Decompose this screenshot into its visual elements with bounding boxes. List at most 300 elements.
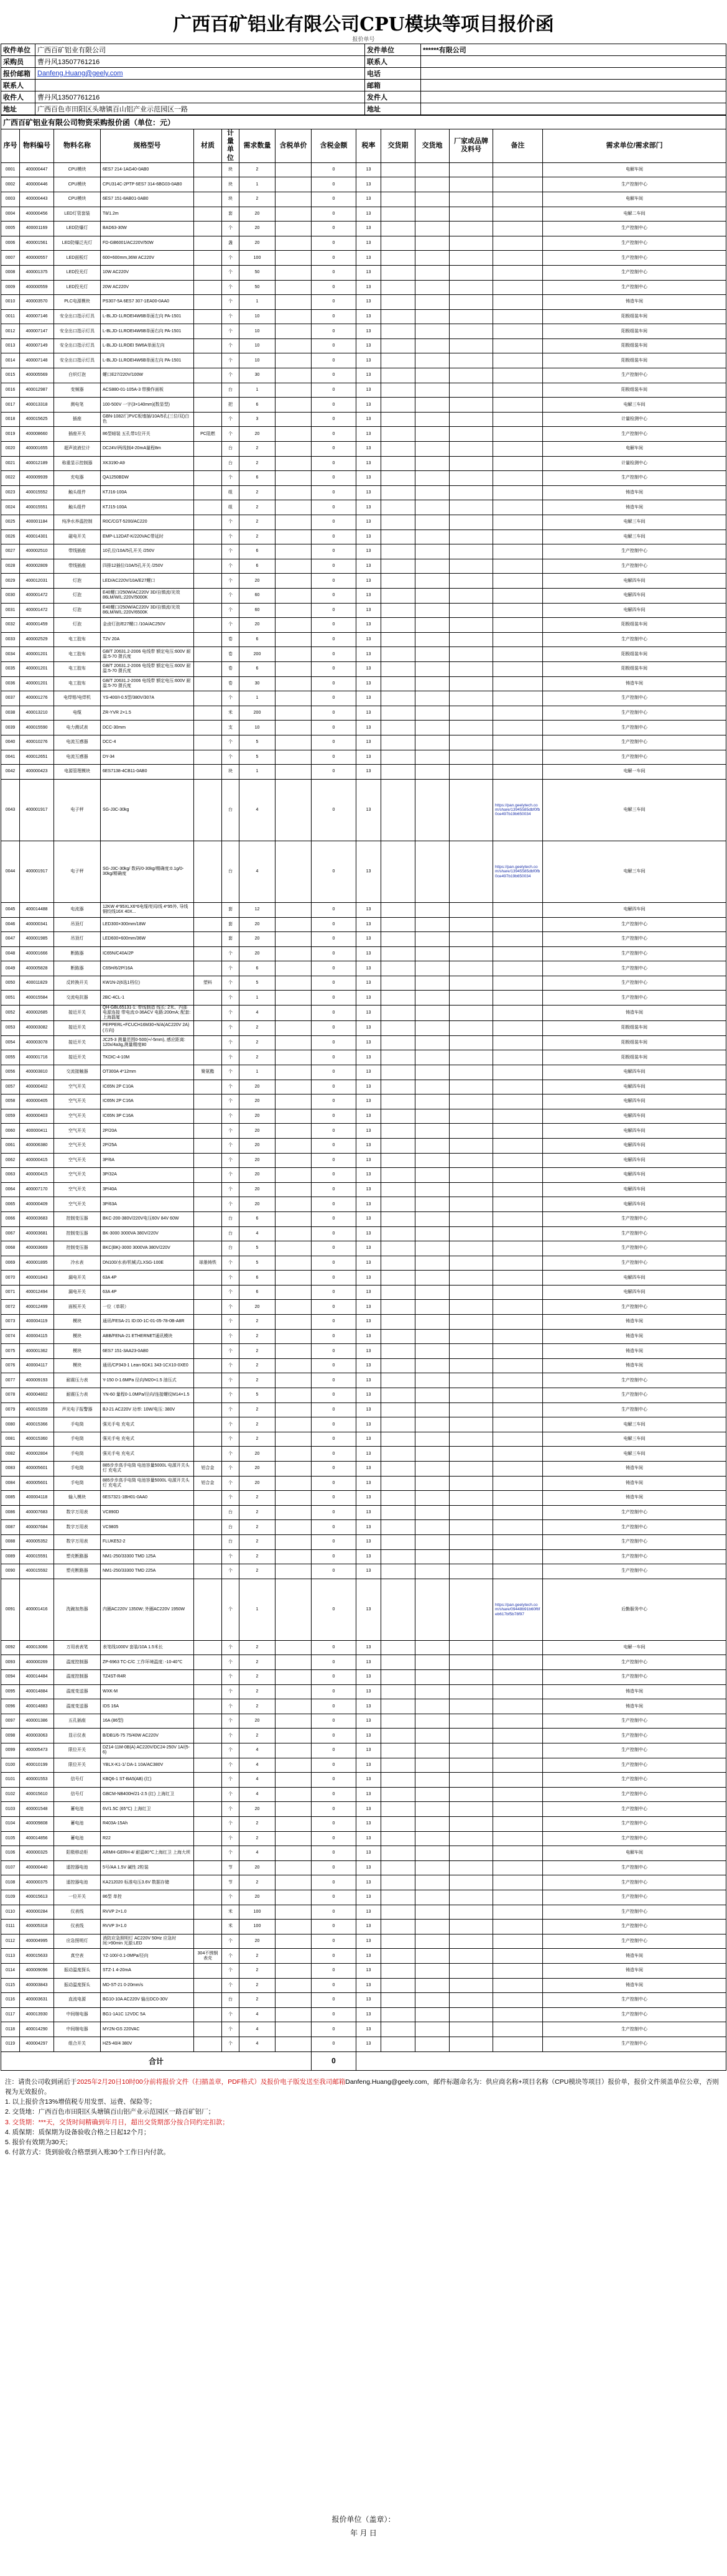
cell-brand[interactable] xyxy=(450,1579,493,1640)
cell-brand[interactable] xyxy=(450,1109,493,1124)
cell-dplace[interactable] xyxy=(415,1978,450,1993)
cell-brand[interactable] xyxy=(450,309,493,324)
cell-dplace[interactable] xyxy=(415,1920,450,1934)
cell-ddate[interactable] xyxy=(381,192,415,207)
cell-dplace[interactable] xyxy=(415,353,450,368)
cell-dplace[interactable] xyxy=(415,1963,450,1978)
cell-dplace[interactable] xyxy=(415,618,450,633)
cell-price[interactable] xyxy=(276,946,312,961)
cell-brand[interactable] xyxy=(450,1505,493,1520)
cell-brand[interactable] xyxy=(450,841,493,902)
cell-price[interactable] xyxy=(276,236,312,251)
cell-brand[interactable] xyxy=(450,1241,493,1256)
cell-price[interactable] xyxy=(276,1476,312,1491)
cell-price[interactable] xyxy=(276,1432,312,1447)
cell-ddate[interactable] xyxy=(381,991,415,1006)
cell-ddate[interactable] xyxy=(381,1684,415,1699)
cell-ddate[interactable] xyxy=(381,1138,415,1153)
cell-brand[interactable] xyxy=(450,1329,493,1344)
cell-brand[interactable] xyxy=(450,1773,493,1788)
cell-price[interactable] xyxy=(276,500,312,515)
cell-ddate[interactable] xyxy=(381,1549,415,1564)
cell-brand[interactable] xyxy=(450,1817,493,1832)
cell-ddate[interactable] xyxy=(381,1802,415,1817)
cell-price[interactable] xyxy=(276,383,312,398)
cell-brand[interactable] xyxy=(450,1285,493,1300)
cell-brand[interactable] xyxy=(450,251,493,266)
cell-brand[interactable] xyxy=(450,1182,493,1197)
cell-dplace[interactable] xyxy=(415,162,450,177)
cell-dplace[interactable] xyxy=(415,1491,450,1506)
cell-ddate[interactable] xyxy=(381,1373,415,1388)
cell-dplace[interactable] xyxy=(415,574,450,589)
cell-brand[interactable] xyxy=(450,1787,493,1802)
cell-ddate[interactable] xyxy=(381,1860,415,1875)
cell-ddate[interactable] xyxy=(381,1109,415,1124)
cell-dplace[interactable] xyxy=(415,1640,450,1655)
cell-ddate[interactable] xyxy=(381,1978,415,1993)
cell-brand[interactable] xyxy=(450,192,493,207)
cell-price[interactable] xyxy=(276,1006,312,1021)
cell-dplace[interactable] xyxy=(415,1138,450,1153)
cell-price[interactable] xyxy=(276,1714,312,1729)
cell-brand[interactable] xyxy=(450,1271,493,1286)
cell-brand[interactable] xyxy=(450,1417,493,1432)
cell-price[interactable] xyxy=(276,1890,312,1905)
cell-brand[interactable] xyxy=(450,1035,493,1050)
cell-ddate[interactable] xyxy=(381,177,415,192)
cell-price[interactable] xyxy=(276,2037,312,2051)
cell-ddate[interactable] xyxy=(381,932,415,947)
cell-brand[interactable] xyxy=(450,1065,493,1080)
cell-price[interactable] xyxy=(276,265,312,280)
cell-price[interactable] xyxy=(276,961,312,976)
cell-brand[interactable] xyxy=(450,735,493,750)
cell-ddate[interactable] xyxy=(381,1447,415,1462)
cell-brand[interactable] xyxy=(450,1905,493,1920)
cell-price[interactable] xyxy=(276,661,312,676)
cell-brand[interactable] xyxy=(450,1358,493,1373)
cell-ddate[interactable] xyxy=(381,1773,415,1788)
cell-brand[interactable] xyxy=(450,265,493,280)
cell-price[interactable] xyxy=(276,1758,312,1773)
cell-dplace[interactable] xyxy=(415,841,450,902)
cell-dplace[interactable] xyxy=(415,961,450,976)
cell-brand[interactable] xyxy=(450,1831,493,1846)
cell-brand[interactable] xyxy=(450,398,493,413)
cell-ddate[interactable] xyxy=(381,456,415,471)
cell-price[interactable] xyxy=(276,765,312,780)
cell-brand[interactable] xyxy=(450,177,493,192)
cell-price[interactable] xyxy=(276,632,312,647)
cell-price[interactable] xyxy=(276,917,312,932)
cell-brand[interactable] xyxy=(450,1447,493,1462)
cell-price[interactable] xyxy=(276,530,312,544)
cell-brand[interactable] xyxy=(450,779,493,841)
cell-ddate[interactable] xyxy=(381,661,415,676)
cell-ddate[interactable] xyxy=(381,1743,415,1758)
cell-dplace[interactable] xyxy=(415,515,450,530)
cell-dplace[interactable] xyxy=(415,691,450,706)
cell-price[interactable] xyxy=(276,1993,312,2008)
cell-ddate[interactable] xyxy=(381,1197,415,1212)
cell-ddate[interactable] xyxy=(381,1211,415,1226)
cell-price[interactable] xyxy=(276,1462,312,1477)
cell-dplace[interactable] xyxy=(415,530,450,544)
cell-brand[interactable] xyxy=(450,1006,493,1021)
cell-price[interactable] xyxy=(276,1534,312,1549)
cell-price[interactable] xyxy=(276,574,312,589)
cell-ddate[interactable] xyxy=(381,1875,415,1890)
cell-dplace[interactable] xyxy=(415,368,450,383)
cell-ddate[interactable] xyxy=(381,1564,415,1579)
cell-brand[interactable] xyxy=(450,1388,493,1403)
cell-dplace[interactable] xyxy=(415,1773,450,1788)
cell-brand[interactable] xyxy=(450,1300,493,1315)
cell-dplace[interactable] xyxy=(415,1655,450,1670)
cell-dplace[interactable] xyxy=(415,902,450,917)
cell-ddate[interactable] xyxy=(381,500,415,515)
cell-brand[interactable] xyxy=(450,485,493,500)
cell-brand[interactable] xyxy=(450,1491,493,1506)
cell-dplace[interactable] xyxy=(415,1168,450,1183)
cell-brand[interactable] xyxy=(450,1226,493,1241)
cell-ddate[interactable] xyxy=(381,207,415,222)
cell-ddate[interactable] xyxy=(381,779,415,841)
cell-brand[interactable] xyxy=(450,1758,493,1773)
cell-price[interactable] xyxy=(276,1963,312,1978)
cell-brand[interactable] xyxy=(450,1890,493,1905)
cell-ddate[interactable] xyxy=(381,251,415,266)
cell-price[interactable] xyxy=(276,1831,312,1846)
cell-dplace[interactable] xyxy=(415,1006,450,1021)
cell-dplace[interactable] xyxy=(415,1315,450,1330)
cell-brand[interactable] xyxy=(450,1168,493,1183)
cell-price[interactable] xyxy=(276,841,312,902)
cell-dplace[interactable] xyxy=(415,1729,450,1743)
cell-ddate[interactable] xyxy=(381,1006,415,1021)
cell-brand[interactable] xyxy=(450,1050,493,1065)
cell-brand[interactable] xyxy=(450,236,493,251)
cell-price[interactable] xyxy=(276,280,312,295)
cell-price[interactable] xyxy=(276,1388,312,1403)
cell-dplace[interactable] xyxy=(415,398,450,413)
cell-price[interactable] xyxy=(276,1271,312,1286)
cell-brand[interactable] xyxy=(450,1153,493,1168)
cell-ddate[interactable] xyxy=(381,2037,415,2051)
cell-ddate[interactable] xyxy=(381,559,415,574)
cell-brand[interactable] xyxy=(450,706,493,721)
cell-dplace[interactable] xyxy=(415,1197,450,1212)
cell-ddate[interactable] xyxy=(381,946,415,961)
cell-brand[interactable] xyxy=(450,353,493,368)
cell-dplace[interactable] xyxy=(415,1256,450,1271)
cell-ddate[interactable] xyxy=(381,647,415,662)
cell-brand[interactable] xyxy=(450,544,493,559)
cell-price[interactable] xyxy=(276,1655,312,1670)
cell-dplace[interactable] xyxy=(415,295,450,310)
cell-brand[interactable] xyxy=(450,991,493,1006)
cell-brand[interactable] xyxy=(450,1846,493,1861)
cell-dplace[interactable] xyxy=(415,471,450,486)
cell-dplace[interactable] xyxy=(415,559,450,574)
cell-brand[interactable] xyxy=(450,588,493,603)
cell-dplace[interactable] xyxy=(415,735,450,750)
cell-ddate[interactable] xyxy=(381,1505,415,1520)
cell-dplace[interactable] xyxy=(415,1447,450,1462)
cell-price[interactable] xyxy=(276,1197,312,1212)
cell-dplace[interactable] xyxy=(415,1476,450,1491)
cell-dplace[interactable] xyxy=(415,1670,450,1685)
cell-brand[interactable] xyxy=(450,765,493,780)
cell-ddate[interactable] xyxy=(381,1831,415,1846)
cell-ddate[interactable] xyxy=(381,1670,415,1685)
cell-price[interactable] xyxy=(276,353,312,368)
cell-price[interactable] xyxy=(276,1491,312,1506)
cell-ddate[interactable] xyxy=(381,1402,415,1417)
cell-dplace[interactable] xyxy=(415,661,450,676)
cell-price[interactable] xyxy=(276,706,312,721)
cell-brand[interactable] xyxy=(450,902,493,917)
cell-brand[interactable] xyxy=(450,515,493,530)
cell-price[interactable] xyxy=(276,338,312,353)
cell-dplace[interactable] xyxy=(415,324,450,339)
cell-brand[interactable] xyxy=(450,1655,493,1670)
cell-ddate[interactable] xyxy=(381,338,415,353)
cell-price[interactable] xyxy=(276,647,312,662)
cell-dplace[interactable] xyxy=(415,1285,450,1300)
cell-price[interactable] xyxy=(276,976,312,991)
cell-brand[interactable] xyxy=(450,427,493,442)
cell-dplace[interactable] xyxy=(415,222,450,236)
cell-ddate[interactable] xyxy=(381,691,415,706)
cell-price[interactable] xyxy=(276,721,312,735)
cell-dplace[interactable] xyxy=(415,779,450,841)
cell-price[interactable] xyxy=(276,1080,312,1094)
cell-price[interactable] xyxy=(276,1787,312,1802)
cell-ddate[interactable] xyxy=(381,917,415,932)
cell-dplace[interactable] xyxy=(415,500,450,515)
cell-dplace[interactable] xyxy=(415,2007,450,2022)
cell-dplace[interactable] xyxy=(415,338,450,353)
cell-ddate[interactable] xyxy=(381,1168,415,1183)
cell-dplace[interactable] xyxy=(415,485,450,500)
cell-ddate[interactable] xyxy=(381,735,415,750)
cell-price[interactable] xyxy=(276,1021,312,1036)
cell-price[interactable] xyxy=(276,442,312,457)
cell-price[interactable] xyxy=(276,207,312,222)
cell-brand[interactable] xyxy=(450,1256,493,1271)
cell-brand[interactable] xyxy=(450,917,493,932)
cell-ddate[interactable] xyxy=(381,368,415,383)
cell-dplace[interactable] xyxy=(415,1684,450,1699)
cell-price[interactable] xyxy=(276,192,312,207)
cell-ddate[interactable] xyxy=(381,398,415,413)
cell-brand[interactable] xyxy=(450,961,493,976)
cell-dplace[interactable] xyxy=(415,456,450,471)
cell-ddate[interactable] xyxy=(381,1934,415,1949)
cell-ddate[interactable] xyxy=(381,1491,415,1506)
cell-ddate[interactable] xyxy=(381,383,415,398)
cell-brand[interactable] xyxy=(450,1743,493,1758)
cell-ddate[interactable] xyxy=(381,1124,415,1139)
cell-dplace[interactable] xyxy=(415,207,450,222)
cell-price[interactable] xyxy=(276,1549,312,1564)
cell-ddate[interactable] xyxy=(381,265,415,280)
cell-price[interactable] xyxy=(276,902,312,917)
cell-dplace[interactable] xyxy=(415,2037,450,2051)
cell-ddate[interactable] xyxy=(381,544,415,559)
cell-ddate[interactable] xyxy=(381,1640,415,1655)
cell-price[interactable] xyxy=(276,735,312,750)
cell-ddate[interactable] xyxy=(381,1963,415,1978)
cell-price[interactable] xyxy=(276,544,312,559)
cell-dplace[interactable] xyxy=(415,1905,450,1920)
cell-dplace[interactable] xyxy=(415,721,450,735)
cell-dplace[interactable] xyxy=(415,1300,450,1315)
cell-dplace[interactable] xyxy=(415,1094,450,1109)
cell-brand[interactable] xyxy=(450,676,493,691)
cell-brand[interactable] xyxy=(450,1373,493,1388)
cell-price[interactable] xyxy=(276,1109,312,1124)
cell-brand[interactable] xyxy=(450,932,493,947)
cell-dplace[interactable] xyxy=(415,1817,450,1832)
cell-dplace[interactable] xyxy=(415,991,450,1006)
cell-brand[interactable] xyxy=(450,1124,493,1139)
cell-ddate[interactable] xyxy=(381,295,415,310)
cell-dplace[interactable] xyxy=(415,1860,450,1875)
cell-ddate[interactable] xyxy=(381,1285,415,1300)
cell-dplace[interactable] xyxy=(415,2022,450,2037)
cell-dplace[interactable] xyxy=(415,750,450,765)
cell-brand[interactable] xyxy=(450,603,493,618)
cell-price[interactable] xyxy=(276,1241,312,1256)
cell-dplace[interactable] xyxy=(415,442,450,457)
cell-price[interactable] xyxy=(276,1182,312,1197)
cell-brand[interactable] xyxy=(450,1978,493,1993)
cell-brand[interactable] xyxy=(450,1211,493,1226)
cell-ddate[interactable] xyxy=(381,841,415,902)
cell-price[interactable] xyxy=(276,1520,312,1535)
cell-dplace[interactable] xyxy=(415,1934,450,1949)
cell-brand[interactable] xyxy=(450,1549,493,1564)
cell-price[interactable] xyxy=(276,427,312,442)
cell-price[interactable] xyxy=(276,368,312,383)
cell-dplace[interactable] xyxy=(415,1153,450,1168)
cell-ddate[interactable] xyxy=(381,1256,415,1271)
header-value[interactable]: Danfeng.Huang@geely.com xyxy=(35,68,365,80)
cell-dplace[interactable] xyxy=(415,1329,450,1344)
cell-brand[interactable] xyxy=(450,280,493,295)
cell-dplace[interactable] xyxy=(415,588,450,603)
cell-ddate[interactable] xyxy=(381,1388,415,1403)
cell-price[interactable] xyxy=(276,1417,312,1432)
cell-dplace[interactable] xyxy=(415,544,450,559)
cell-brand[interactable] xyxy=(450,383,493,398)
cell-price[interactable] xyxy=(276,1978,312,1993)
cell-price[interactable] xyxy=(276,1773,312,1788)
cell-dplace[interactable] xyxy=(415,280,450,295)
cell-ddate[interactable] xyxy=(381,1534,415,1549)
cell-ddate[interactable] xyxy=(381,588,415,603)
cell-dplace[interactable] xyxy=(415,309,450,324)
cell-ddate[interactable] xyxy=(381,1714,415,1729)
cell-brand[interactable] xyxy=(450,338,493,353)
cell-dplace[interactable] xyxy=(415,917,450,932)
cell-brand[interactable] xyxy=(450,1138,493,1153)
cell-dplace[interactable] xyxy=(415,236,450,251)
cell-price[interactable] xyxy=(276,1300,312,1315)
cell-brand[interactable] xyxy=(450,222,493,236)
cell-price[interactable] xyxy=(276,603,312,618)
cell-ddate[interactable] xyxy=(381,1035,415,1050)
cell-price[interactable] xyxy=(276,162,312,177)
cell-brand[interactable] xyxy=(450,1564,493,1579)
cell-price[interactable] xyxy=(276,779,312,841)
cell-price[interactable] xyxy=(276,1211,312,1226)
cell-ddate[interactable] xyxy=(381,1476,415,1491)
cell-dplace[interactable] xyxy=(415,976,450,991)
cell-ddate[interactable] xyxy=(381,1462,415,1477)
cell-ddate[interactable] xyxy=(381,1729,415,1743)
cell-dplace[interactable] xyxy=(415,1182,450,1197)
cell-price[interactable] xyxy=(276,471,312,486)
cell-ddate[interactable] xyxy=(381,721,415,735)
cell-price[interactable] xyxy=(276,1315,312,1330)
cell-brand[interactable] xyxy=(450,1670,493,1685)
cell-price[interactable] xyxy=(276,1920,312,1934)
cell-brand[interactable] xyxy=(450,946,493,961)
cell-brand[interactable] xyxy=(450,559,493,574)
cell-ddate[interactable] xyxy=(381,515,415,530)
cell-dplace[interactable] xyxy=(415,1564,450,1579)
cell-price[interactable] xyxy=(276,1729,312,1743)
cell-price[interactable] xyxy=(276,1065,312,1080)
cell-brand[interactable] xyxy=(450,1315,493,1330)
cell-brand[interactable] xyxy=(450,2007,493,2022)
cell-price[interactable] xyxy=(276,1949,312,1964)
cell-price[interactable] xyxy=(276,1802,312,1817)
cell-brand[interactable] xyxy=(450,1402,493,1417)
cell-price[interactable] xyxy=(276,1256,312,1271)
cell-price[interactable] xyxy=(276,1168,312,1183)
cell-price[interactable] xyxy=(276,1329,312,1344)
cell-brand[interactable] xyxy=(450,368,493,383)
cell-price[interactable] xyxy=(276,1447,312,1462)
cell-ddate[interactable] xyxy=(381,603,415,618)
cell-dplace[interactable] xyxy=(415,1402,450,1417)
cell-brand[interactable] xyxy=(450,207,493,222)
cell-price[interactable] xyxy=(276,1875,312,1890)
cell-dplace[interactable] xyxy=(415,1021,450,1036)
cell-price[interactable] xyxy=(276,1402,312,1417)
cell-ddate[interactable] xyxy=(381,961,415,976)
cell-dplace[interactable] xyxy=(415,647,450,662)
cell-price[interactable] xyxy=(276,991,312,1006)
cell-brand[interactable] xyxy=(450,1476,493,1491)
cell-dplace[interactable] xyxy=(415,1534,450,1549)
cell-ddate[interactable] xyxy=(381,1846,415,1861)
cell-ddate[interactable] xyxy=(381,1271,415,1286)
cell-dplace[interactable] xyxy=(415,946,450,961)
cell-ddate[interactable] xyxy=(381,412,415,427)
cell-ddate[interactable] xyxy=(381,442,415,457)
cell-ddate[interactable] xyxy=(381,1358,415,1373)
cell-brand[interactable] xyxy=(450,471,493,486)
cell-price[interactable] xyxy=(276,1684,312,1699)
cell-brand[interactable] xyxy=(450,647,493,662)
cell-brand[interactable] xyxy=(450,632,493,647)
